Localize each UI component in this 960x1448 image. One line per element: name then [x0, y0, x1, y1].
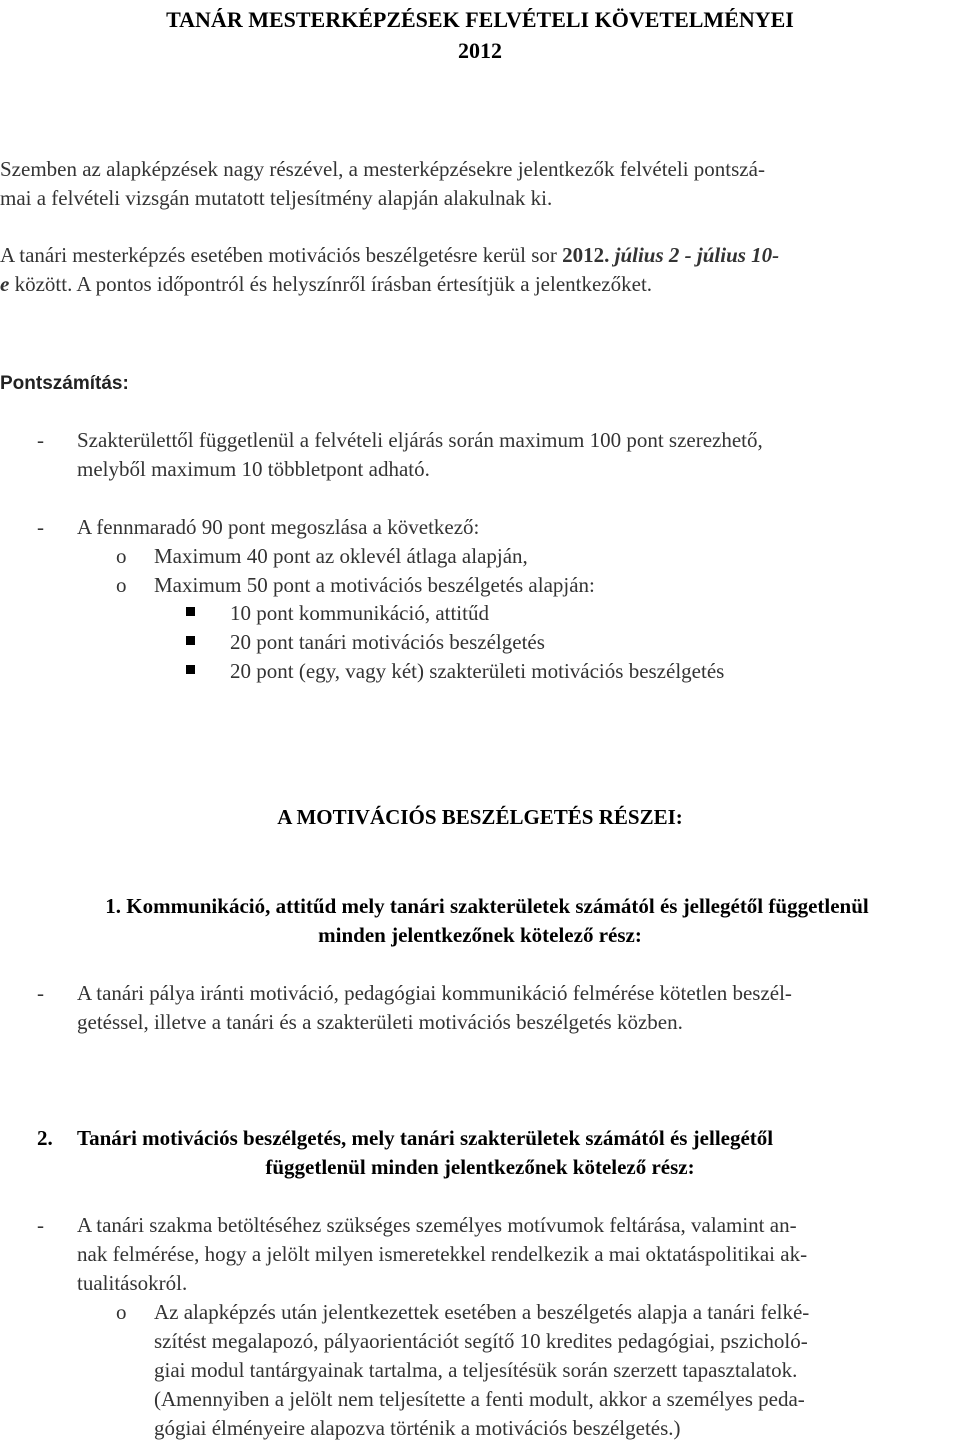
document-year: 2012	[458, 38, 502, 63]
scoring-square-3: 20 pont (egy, vagy két) szakterületi motivációs beszélgetés	[230, 659, 725, 683]
intro-p2-suffix: e	[0, 272, 10, 296]
section-1-title-line-2: minden jelentkezőnek kötelező rész:	[318, 923, 642, 947]
scoring-item-1-line-1: Szakterülettől függetlenül a felvételi eljárás során maximum 100 pont szerezhető,	[77, 428, 763, 452]
section-2-sub-line-1: Az alapképzés után jelentkezettek esetében a beszélgetés alapja a tanári felké-	[154, 1300, 810, 1324]
section-2-number: 2.	[37, 1126, 53, 1150]
intro-line-1: Szemben az alapképzések nagy részével, a mesterképzésekre jelentkezők felvételi pontszá-	[0, 157, 765, 181]
square-bullet-icon	[186, 665, 195, 674]
square-bullet-icon	[186, 607, 195, 616]
bullet-o: o	[116, 573, 127, 597]
scoring-square-2: 20 pont tanári motivációs beszélgetés	[230, 630, 545, 654]
section-2-sub-line-4: (Amennyiben a jelölt nem teljesítette a fenti modult, akkor a személyes peda-	[154, 1387, 805, 1411]
section-2-sub-line-2: szítést megalapozó, pályaorientációt segítő 10 kredites pedagógiai, pszicholó-	[154, 1329, 808, 1353]
square-bullet-icon	[186, 636, 195, 645]
intro-p2-line-1	[0, 241, 958, 270]
intro-p2-text: A tanári mesterképzés esetében motivációs beszélgetésre kerül sor	[0, 243, 563, 267]
section-2-item-line-3: tualitásokról.	[77, 1271, 188, 1295]
bullet-o: o	[116, 544, 127, 568]
section-2-sub-line-3: giai modul tantárgyainak tartalma, a teljesítésük során szerzett tapasztalatok.	[154, 1358, 798, 1382]
section-2-title-line-2: függetlenül minden jelentkezőnek kötelező rész:	[265, 1155, 695, 1179]
document-title: TANÁR MESTERKÉPZÉSEK FELVÉTELI KÖVETELMÉNYEI	[166, 7, 794, 32]
intro-p2-dates: július 2 - július 10-	[609, 243, 780, 267]
bullet-dash: -	[37, 1213, 44, 1237]
intro-p2-rest: között. A pontos időpontról és helyszínről írásban értesítjük a jelentkezőket.	[9, 272, 653, 296]
section-1-title-line-1: 1. Kommunikáció, attitűd mely tanári szakterületek számától és jellegétől függetlenül	[105, 894, 869, 918]
bullet-dash: -	[37, 515, 44, 539]
section-1-item-line-2: getéssel, illetve a tanári és a szakterületi motivációs beszélgetés közben.	[77, 1010, 683, 1034]
bullet-dash: -	[37, 428, 44, 452]
bullet-o: o	[116, 1300, 127, 1324]
scoring-sub-2: Maximum 50 pont a motivációs beszélgetés alapján:	[154, 573, 595, 597]
section-1-item-line-1: A tanári pálya iránti motiváció, pedagógiai kommunikáció felmérése kötetlen beszél-	[77, 981, 792, 1005]
scoring-item-1-line-2: melyből maximum 10 többletpont adható.	[77, 457, 430, 481]
section-2-item-line-1: A tanári szakma betöltéséhez szükséges személyes motívumok feltárása, valamint an-	[77, 1213, 797, 1237]
parts-heading: A MOTIVÁCIÓS BESZÉLGETÉS RÉSZEI:	[277, 805, 683, 829]
intro-p2-year: 2012.	[562, 243, 610, 267]
section-2-item-line-2: nak felmérése, hogy a jelölt milyen ismeretekkel rendelkezik a mai oktatáspolitikai ak-	[77, 1242, 808, 1266]
scoring-square-1: 10 pont kommunikáció, attitűd	[230, 601, 489, 625]
intro-p2-line-2	[0, 270, 958, 299]
section-2-title-line-1: Tanári motivációs beszélgetés, mely tanári szakterületek számától és jellegétől	[77, 1126, 774, 1150]
bullet-dash: -	[37, 981, 44, 1005]
scoring-sub-1: Maximum 40 pont az oklevél átlaga alapján,	[154, 544, 528, 568]
intro-line-2: mai a felvételi vizsgán mutatott teljesítmény alapján alakulnak ki.	[0, 186, 553, 210]
section-2-sub-line-5: gógiai élményeire alapozva történik a motivációs beszélgetés.)	[154, 1416, 681, 1440]
scoring-heading: Pontszámítás:	[0, 373, 129, 394]
scoring-item-2: A fennmaradó 90 pont megoszlása a következő:	[77, 515, 480, 539]
